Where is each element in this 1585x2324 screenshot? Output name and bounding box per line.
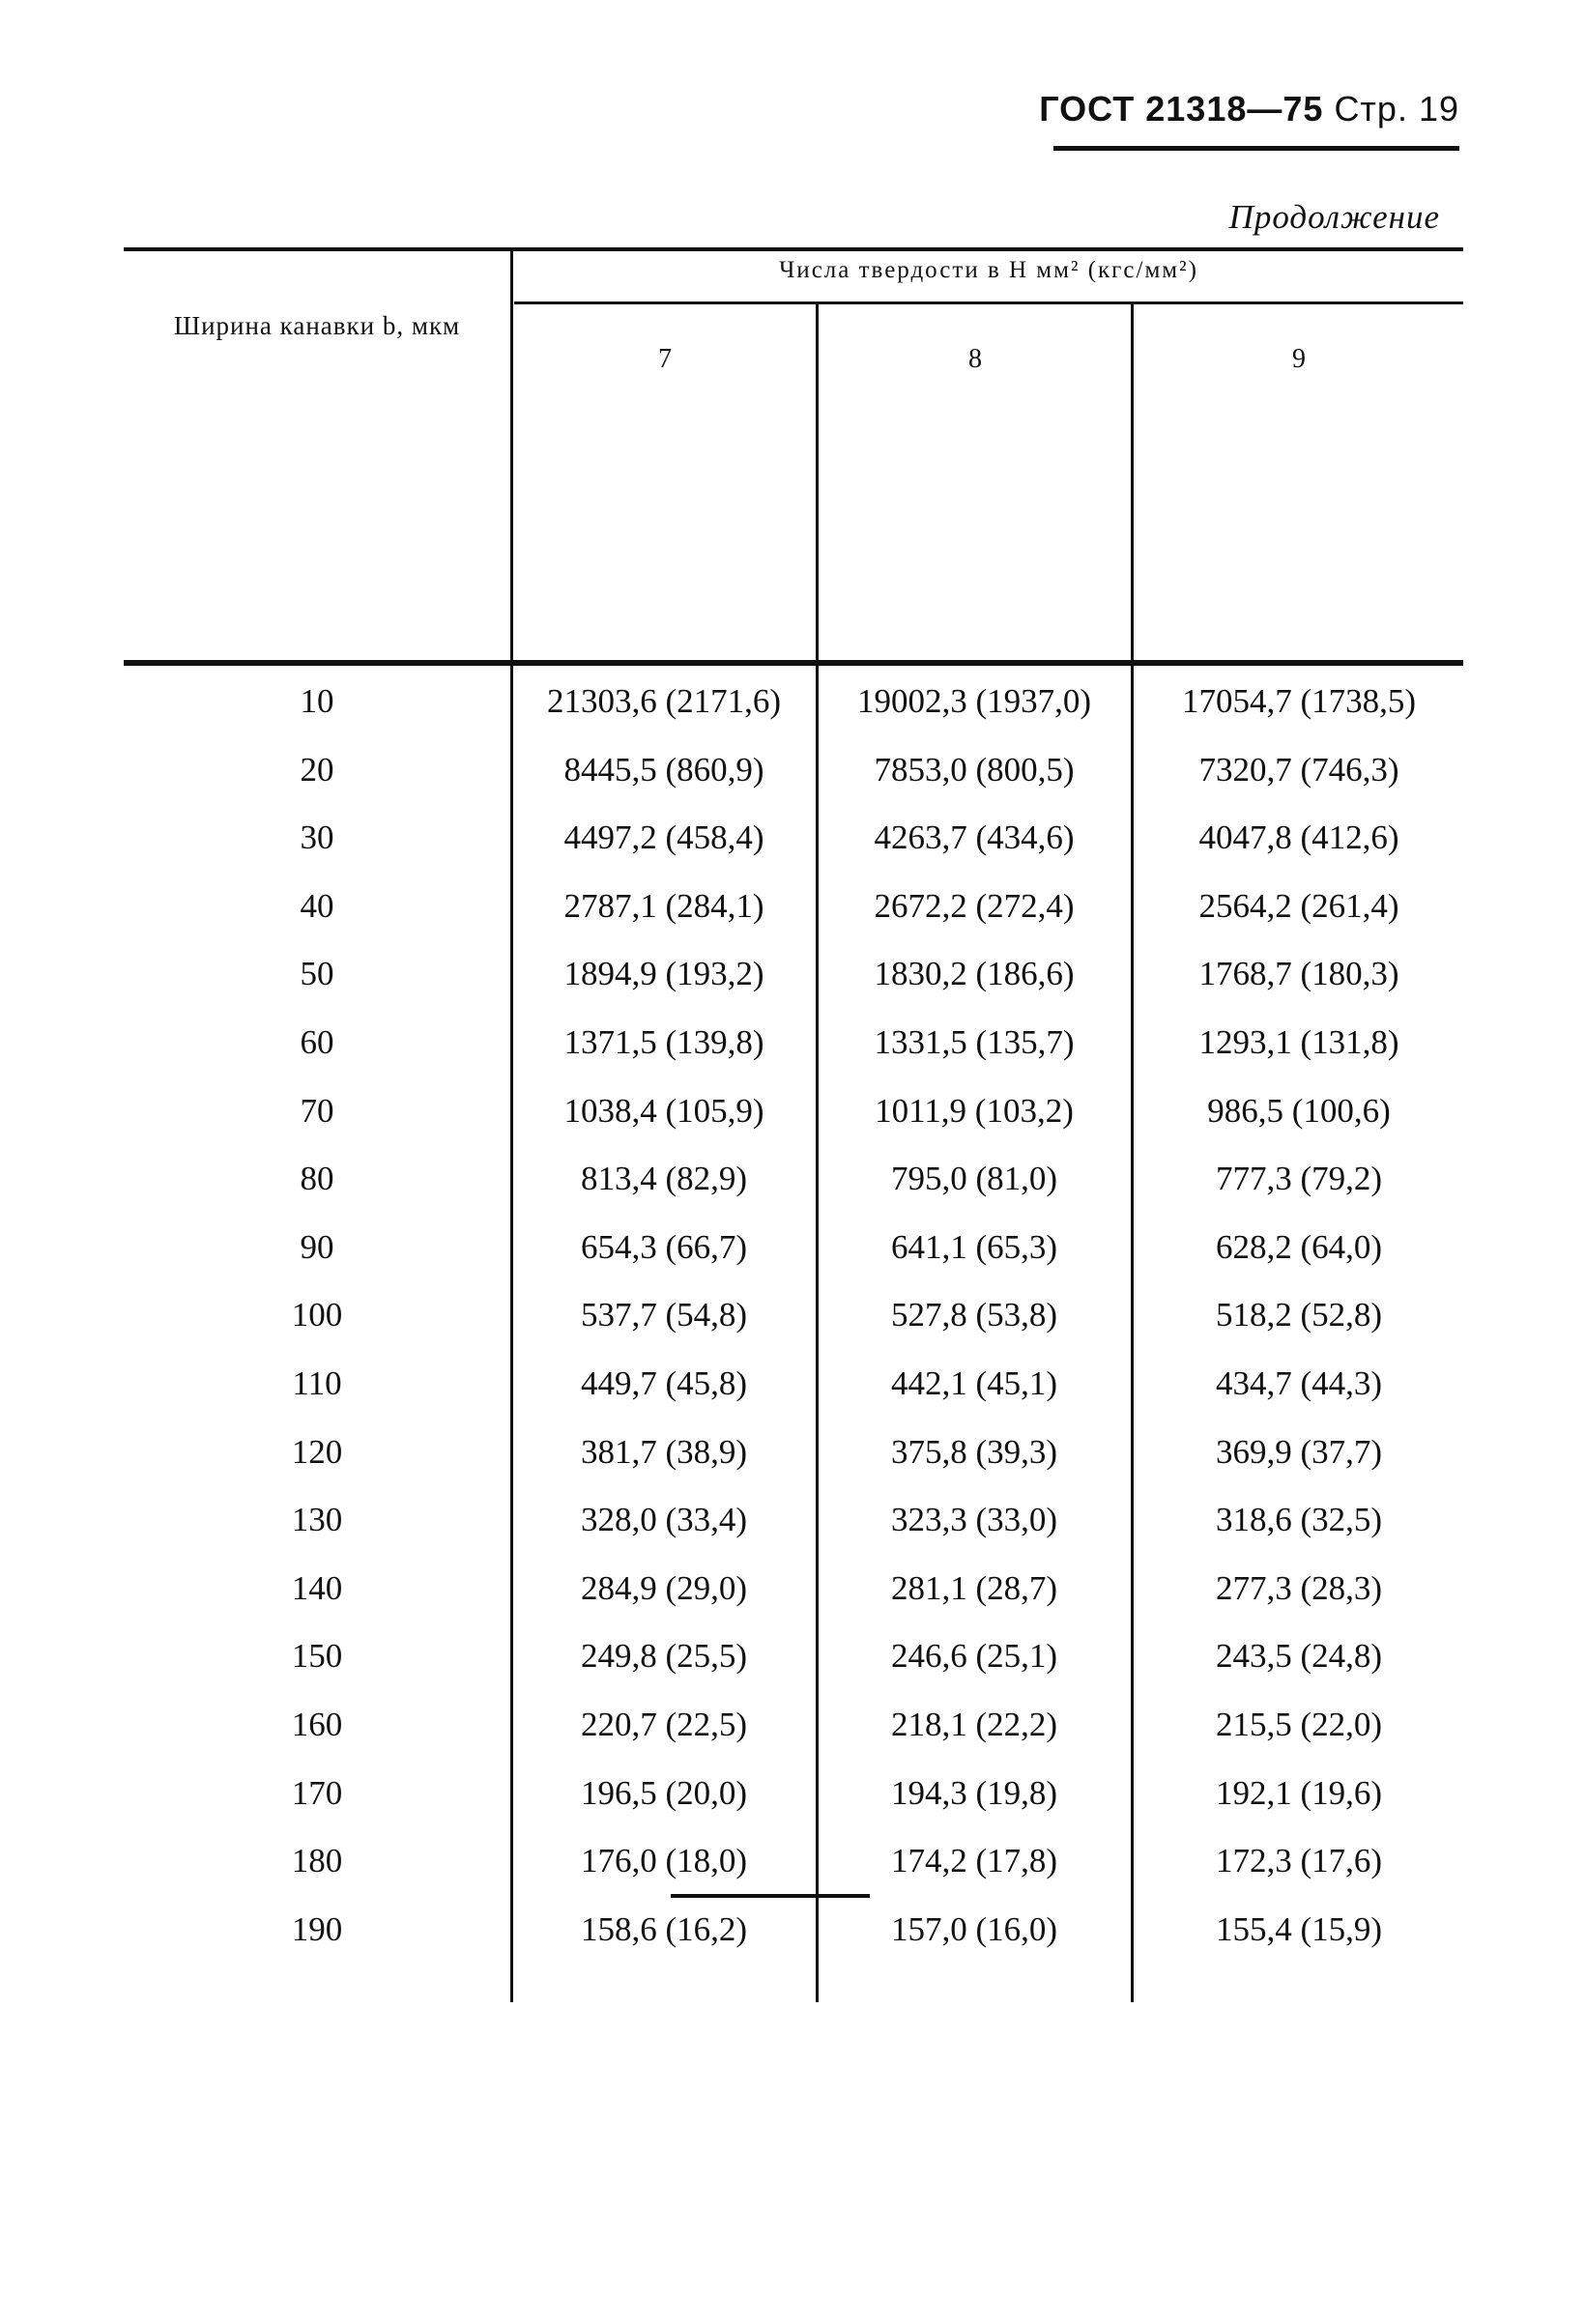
header-divider-2 xyxy=(816,304,819,660)
hardness-cell-8: 527,8 (53,8) xyxy=(890,1296,1058,1334)
groove-width-cell: 190 xyxy=(291,1909,343,1948)
hardness-cell-7: 196,5 (20,0) xyxy=(580,1773,748,1812)
hardness-cell-9: 986,5 (100,6) xyxy=(1207,1091,1391,1130)
group-header-rule xyxy=(514,301,1463,304)
hardness-cell-7: 176,0 (18,0) xyxy=(580,1842,748,1880)
groove-width-cell: 30 xyxy=(300,818,334,857)
hardness-cell-9: 243,5 (24,8) xyxy=(1215,1637,1383,1676)
table-top-rule xyxy=(124,247,1463,251)
hardness-cell-8: 375,8 (39,3) xyxy=(890,1432,1058,1471)
hardness-cell-9: 277,3 (28,3) xyxy=(1215,1568,1383,1607)
table-row xyxy=(124,1160,1463,1228)
table-row xyxy=(124,1910,1463,1979)
page-header xyxy=(1039,89,1459,129)
subcolumn-header: 8 xyxy=(968,344,982,374)
table-row xyxy=(124,1706,1463,1774)
hardness-cell-7: 449,7 (45,8) xyxy=(580,1363,748,1402)
hardness-cell-8: 19002,3 (1937,0) xyxy=(856,682,1092,720)
groove-width-cell: 150 xyxy=(291,1637,343,1676)
hardness-cell-7: 1038,4 (105,9) xyxy=(563,1091,764,1130)
table-row xyxy=(124,1364,1463,1433)
table-row xyxy=(124,1296,1463,1364)
hardness-cell-9: 777,3 (79,2) xyxy=(1215,1160,1383,1198)
table-row xyxy=(124,818,1463,887)
hardness-cell-8: 4263,7 (434,6) xyxy=(874,818,1075,857)
table-row xyxy=(124,887,1463,956)
hardness-cell-8: 281,1 (28,7) xyxy=(890,1568,1058,1607)
hardness-cell-7: 249,8 (25,5) xyxy=(580,1637,748,1676)
hardness-cell-9: 4047,8 (412,6) xyxy=(1198,818,1399,857)
table-row xyxy=(124,1023,1463,1092)
table-body xyxy=(124,682,1463,1978)
hardness-cell-7: 813,4 (82,9) xyxy=(580,1160,748,1198)
hardness-cell-8: 157,0 (16,0) xyxy=(890,1909,1058,1948)
groove-width-cell: 110 xyxy=(292,1363,342,1402)
hardness-cell-9: 1768,7 (180,3) xyxy=(1198,955,1399,993)
table-row xyxy=(124,682,1463,751)
hardness-cell-8: 194,3 (19,8) xyxy=(890,1773,1058,1812)
table-row xyxy=(124,1569,1463,1638)
hardness-cell-7: 1894,9 (193,2) xyxy=(563,955,764,993)
hardness-cell-9: 318,6 (32,5) xyxy=(1215,1501,1383,1539)
hardness-cell-8: 2672,2 (272,4) xyxy=(874,886,1075,925)
hardness-cell-7: 2787,1 (284,1) xyxy=(563,886,764,925)
hardness-cell-8: 246,6 (25,1) xyxy=(890,1637,1058,1676)
table-row xyxy=(124,1501,1463,1569)
hardness-cell-9: 628,2 (64,0) xyxy=(1215,1227,1383,1266)
hardness-cell-8: 795,0 (81,0) xyxy=(890,1160,1058,1198)
page-number: Стр. 19 xyxy=(1334,89,1459,129)
hardness-cell-9: 17054,7 (1738,5) xyxy=(1181,682,1417,720)
hardness-cell-9: 369,9 (37,7) xyxy=(1215,1432,1383,1471)
groove-width-cell: 90 xyxy=(300,1227,334,1266)
groove-width-cell: 60 xyxy=(300,1022,334,1061)
groove-width-cell: 50 xyxy=(300,955,334,993)
table-row xyxy=(124,1774,1463,1843)
groove-width-cell: 20 xyxy=(300,750,334,789)
hardness-cell-7: 381,7 (38,9) xyxy=(580,1432,748,1471)
standard-number: ГОСТ 21318—75 xyxy=(1039,89,1324,129)
groove-width-cell: 80 xyxy=(300,1160,334,1198)
continuation-label: Продолжение xyxy=(1228,198,1440,236)
groove-width-cell: 100 xyxy=(291,1296,343,1334)
hardness-cell-9: 2564,2 (261,4) xyxy=(1198,886,1399,925)
header-text xyxy=(1039,89,1459,129)
hardness-cell-8: 641,1 (65,3) xyxy=(890,1227,1058,1266)
hardness-cell-9: 518,2 (52,8) xyxy=(1215,1296,1383,1334)
hardness-cell-9: 7320,7 (746,3) xyxy=(1198,750,1399,789)
hardness-cell-9: 215,5 (22,0) xyxy=(1215,1705,1383,1743)
hardness-cell-9: 172,3 (17,6) xyxy=(1215,1842,1383,1880)
subcolumn-header: 9 xyxy=(1292,344,1306,374)
groove-width-cell: 160 xyxy=(291,1705,343,1743)
hardness-cell-7: 537,7 (54,8) xyxy=(580,1296,748,1334)
hardness-group-header: Числа твердости в Н мм² (кгс/мм²) xyxy=(779,257,1198,283)
table-row xyxy=(124,1842,1463,1910)
table-row xyxy=(124,1228,1463,1297)
header-divider-1 xyxy=(510,251,513,660)
hardness-cell-8: 1830,2 (186,6) xyxy=(874,955,1075,993)
header-rule xyxy=(1053,146,1459,151)
hardness-cell-7: 220,7 (22,5) xyxy=(580,1705,748,1743)
groove-width-cell: 170 xyxy=(291,1773,343,1812)
hardness-cell-8: 442,1 (45,1) xyxy=(890,1363,1058,1402)
hardness-cell-7: 654,3 (66,7) xyxy=(580,1227,748,1266)
groove-width-cell: 40 xyxy=(300,886,334,925)
groove-width-cell: 180 xyxy=(291,1842,343,1880)
hardness-cell-7: 8445,5 (860,9) xyxy=(563,750,764,789)
table-row xyxy=(124,1433,1463,1502)
hardness-cell-8: 218,1 (22,2) xyxy=(890,1705,1058,1743)
table-row xyxy=(124,955,1463,1023)
hardness-cell-9: 434,7 (44,3) xyxy=(1215,1363,1383,1402)
hardness-cell-8: 7853,0 (800,5) xyxy=(874,750,1075,789)
hardness-cell-9: 1293,1 (131,8) xyxy=(1198,1022,1399,1061)
groove-width-cell: 10 xyxy=(300,682,334,720)
groove-width-cell: 130 xyxy=(291,1501,343,1539)
subcolumn-header: 7 xyxy=(658,344,672,374)
hardness-cell-9: 192,1 (19,6) xyxy=(1215,1773,1383,1812)
header-divider-3 xyxy=(1131,304,1134,660)
hardness-cell-8: 1011,9 (103,2) xyxy=(875,1091,1074,1130)
table-row xyxy=(124,1092,1463,1161)
hardness-cell-7: 21303,6 (2171,6) xyxy=(546,682,782,720)
hardness-cell-8: 1331,5 (135,7) xyxy=(874,1022,1075,1061)
footer-rule xyxy=(671,1894,870,1898)
hardness-cell-8: 323,3 (33,0) xyxy=(890,1501,1058,1539)
hardness-cell-7: 284,9 (29,0) xyxy=(580,1568,748,1607)
groove-width-cell: 120 xyxy=(291,1432,343,1471)
hardness-cell-7: 1371,5 (139,8) xyxy=(563,1022,764,1061)
hardness-cell-7: 328,0 (33,4) xyxy=(580,1501,748,1539)
groove-width-cell: 140 xyxy=(291,1568,343,1607)
header-separator xyxy=(124,660,1463,666)
hardness-cell-7: 4497,2 (458,4) xyxy=(563,818,764,857)
groove-width-cell: 70 xyxy=(300,1091,334,1130)
hardness-cell-8: 174,2 (17,8) xyxy=(890,1842,1058,1880)
groove-width-header: Ширина канавки b, мкм xyxy=(173,311,461,340)
hardness-cell-7: 158,6 (16,2) xyxy=(580,1909,748,1948)
table-row xyxy=(124,1637,1463,1706)
hardness-cell-9: 155,4 (15,9) xyxy=(1215,1909,1383,1948)
table-row xyxy=(124,751,1463,819)
